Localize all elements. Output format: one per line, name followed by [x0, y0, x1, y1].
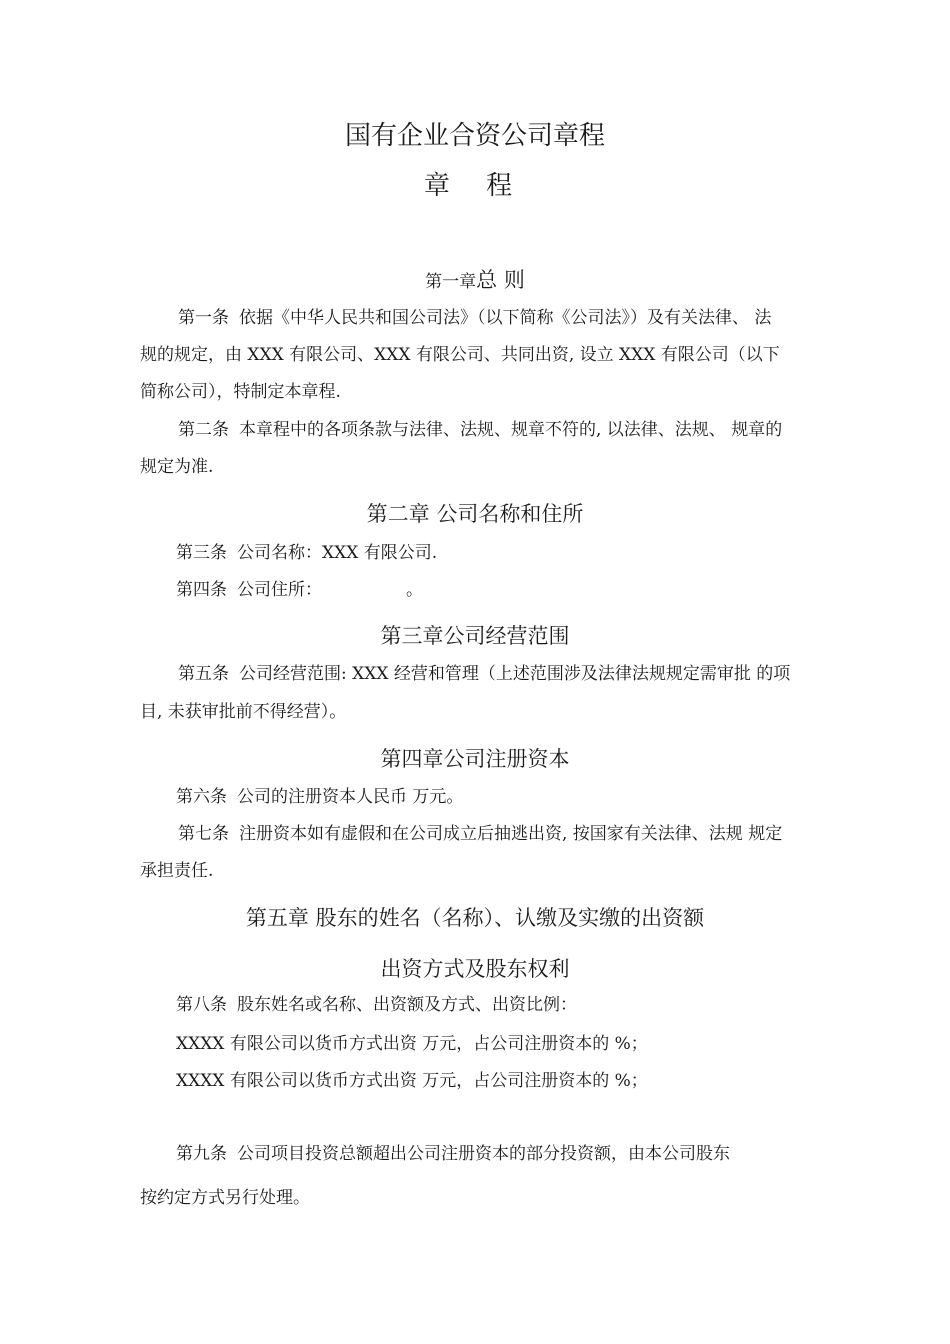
- article-8-text: 股东姓名或名称、出资额及方式、出资比例：: [237, 995, 577, 1015]
- article-3-text: 公司名称：XXX 有限公司.: [237, 543, 438, 563]
- article-8: [176, 993, 577, 1017]
- article-3-label: 第三条: [176, 543, 227, 563]
- article-3: [176, 541, 437, 565]
- article-5-text-1: 公司经营范围: XXX 经营和管理（上述范围涉及法律法规规定需审批 的项: [239, 664, 791, 684]
- article-6-label: 第六条: [176, 787, 227, 807]
- article-2-text-1: 本章程中的各项条款与法律、法规、规章不符的, 以法律、法规、 规章的: [239, 420, 783, 440]
- shareholder-1: XXXX 有限公司以货币方式出资 万元，占公司注册资本的 %；: [176, 1034, 648, 1054]
- article-4-label: 第四条: [176, 580, 227, 600]
- chapter-1-heading: [0, 268, 950, 294]
- document-subtitle: 章 程: [423, 171, 527, 201]
- article-1-text-1: 依据《中华人民共和国公司法》（以下简称《公司法》）及有关法律、 法: [239, 308, 772, 328]
- chapter-1-title: 总 则: [476, 268, 525, 292]
- chapter-1-number: 第一章: [425, 272, 477, 292]
- article-2-line-1: [178, 418, 782, 442]
- article-7-line-1: [178, 822, 782, 846]
- article-6-text: 公司的注册资本人民币 万元。: [237, 787, 464, 807]
- article-2-label: 第二条: [178, 420, 229, 440]
- article-9-label: 第九条: [176, 1144, 227, 1164]
- article-1-line-3: 简称公司），特制定本章程.: [140, 382, 341, 402]
- shareholder-2: XXXX 有限公司以货币方式出资 万元，占公司注册资本的 %；: [176, 1071, 648, 1091]
- article-9-line-1: [176, 1142, 730, 1166]
- article-9-line-2: 按约定方式另行处理。: [140, 1188, 310, 1208]
- document-title: 国有企业合资公司章程: [344, 121, 605, 151]
- article-1-line-1: [178, 306, 771, 330]
- article-7-text-1: 注册资本如有虚假和在公司成立后抽逃出资, 按国家有关法律、法规 规定: [239, 824, 783, 844]
- article-4-end: 。: [406, 580, 423, 600]
- article-6: [176, 785, 463, 809]
- article-7-line-2: 承担责任.: [140, 861, 214, 881]
- article-5-line-1: [178, 662, 790, 686]
- article-4: [176, 578, 322, 602]
- article-1-label: 第一条: [178, 308, 229, 328]
- article-2-line-2: 规定为准.: [140, 457, 214, 477]
- chapter-3-title: 第三章公司经营范围: [380, 624, 570, 648]
- article-4-text: 公司住所：: [237, 580, 322, 600]
- chapter-5-title-line-2: 出资方式及股东权利: [380, 957, 570, 981]
- article-9-text-1: 公司项目投资总额超出公司注册资本的部分投资额，由本公司股东: [237, 1144, 730, 1164]
- chapter-2-title: 第二章 公司名称和住所: [366, 502, 584, 526]
- article-7-label: 第七条: [178, 824, 229, 844]
- article-8-label: 第八条: [176, 995, 227, 1015]
- article-1-line-2: 规的规定，由 XXX 有限公司、XXX 有限公司、共同出资, 设立 XXX 有限公司（以下: [140, 345, 780, 365]
- chapter-5-title-line-1: 第五章 股东的姓名（名称）、认缴及实缴的出资额: [245, 906, 705, 930]
- chapter-4-title: 第四章公司注册资本: [380, 747, 570, 771]
- article-5-label: 第五条: [178, 664, 229, 684]
- article-5-line-2: 目, 未获审批前不得经营）。: [140, 702, 347, 722]
